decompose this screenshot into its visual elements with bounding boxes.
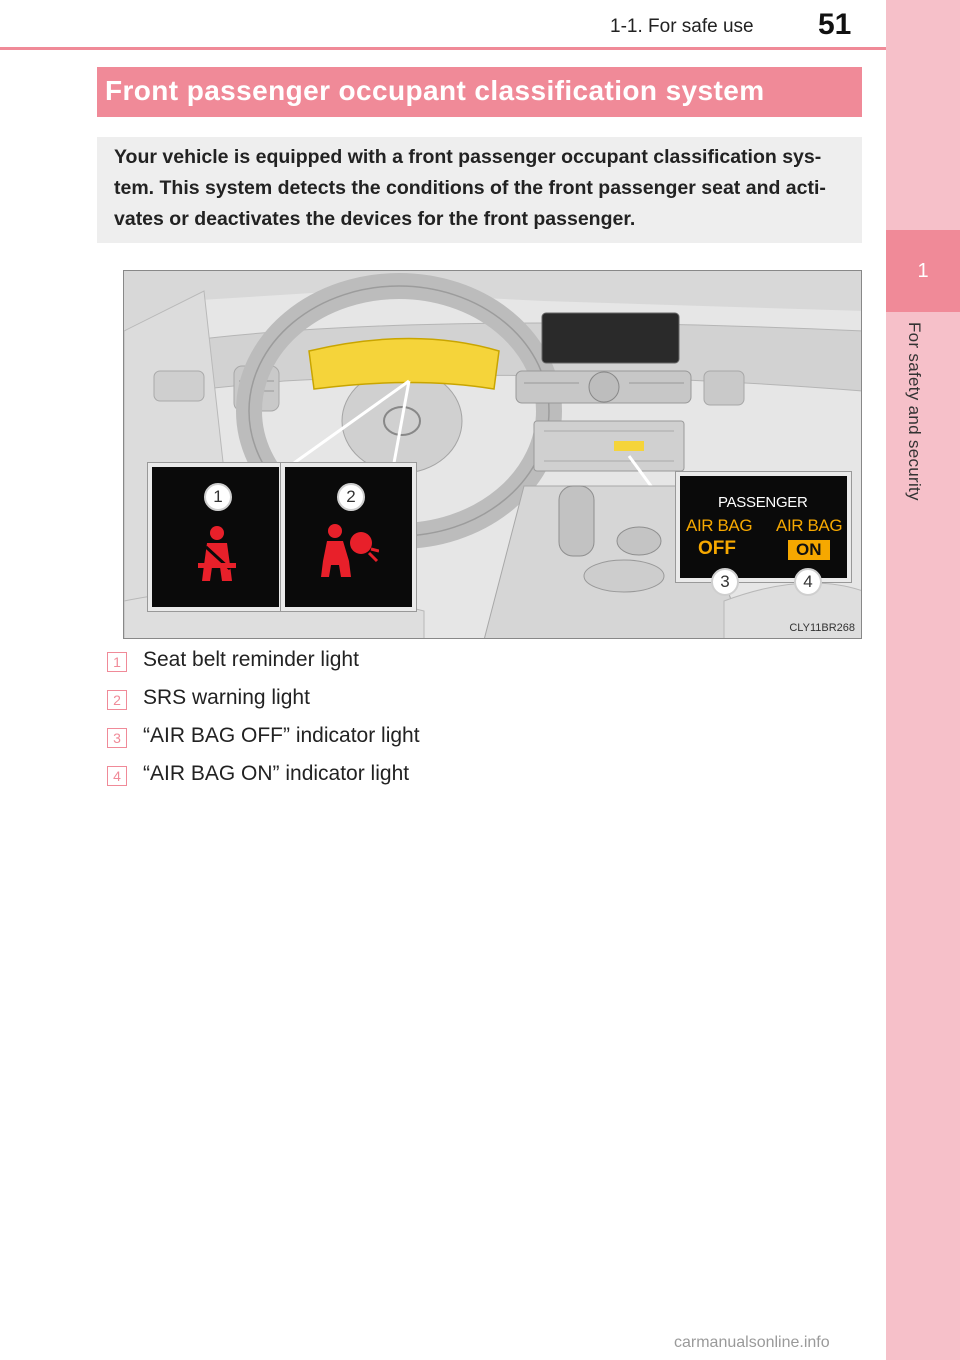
srs-airbag-warning-icon bbox=[319, 521, 379, 581]
legend-number: 2 bbox=[107, 690, 127, 710]
header-section-title: 1-1. For safe use bbox=[610, 16, 754, 37]
callout-1: 1 bbox=[204, 483, 232, 511]
section-title-bar bbox=[97, 67, 862, 117]
side-tab-strip bbox=[886, 0, 960, 1360]
legend-number: 1 bbox=[107, 652, 127, 672]
callout-4: 4 bbox=[794, 568, 822, 596]
airbag-off-indicator: OFF bbox=[698, 538, 736, 559]
passenger-airbag-indicator-panel bbox=[680, 476, 847, 578]
airbag-off-label: AIR BAG bbox=[686, 516, 753, 535]
legend-text: Seat belt reminder light bbox=[143, 648, 359, 671]
chapter-label: For safety and security bbox=[905, 322, 924, 501]
chapter-tab[interactable]: 1 bbox=[886, 230, 960, 312]
intro-box bbox=[97, 137, 862, 243]
callout-2: 2 bbox=[337, 483, 365, 511]
image-code: CLY11BR268 bbox=[789, 622, 855, 634]
srs-warning-panel bbox=[285, 467, 412, 607]
legend-number: 4 bbox=[107, 766, 127, 786]
passenger-label: PASSENGER bbox=[718, 494, 808, 511]
intro-text: Your vehicle is equipped with a front passenger occupant classification sys-tem. This system detects the conditions of the front passenger seat and acti-vates or deactivates the devices for the front passenger. bbox=[114, 146, 826, 230]
airbag-on-label: AIR BAG bbox=[776, 516, 843, 535]
legend-text: “AIR BAG OFF” indicator light bbox=[143, 724, 420, 747]
seat-belt-reminder-panel bbox=[152, 467, 279, 607]
seat-belt-reminder-icon bbox=[192, 525, 242, 585]
legend-text: SRS warning light bbox=[143, 686, 310, 709]
page-number: 51 bbox=[818, 8, 852, 41]
section-title: Front passenger occupant classification system bbox=[105, 75, 765, 106]
watermark: carmanualsonline.info bbox=[674, 1334, 830, 1351]
dashboard-illustration bbox=[123, 270, 862, 639]
airbag-on-indicator: ON bbox=[788, 540, 830, 560]
callout-3: 3 bbox=[711, 568, 739, 596]
legend-number: 3 bbox=[107, 728, 127, 748]
legend-text: “AIR BAG ON” indicator light bbox=[143, 762, 410, 785]
header-divider bbox=[0, 47, 886, 50]
